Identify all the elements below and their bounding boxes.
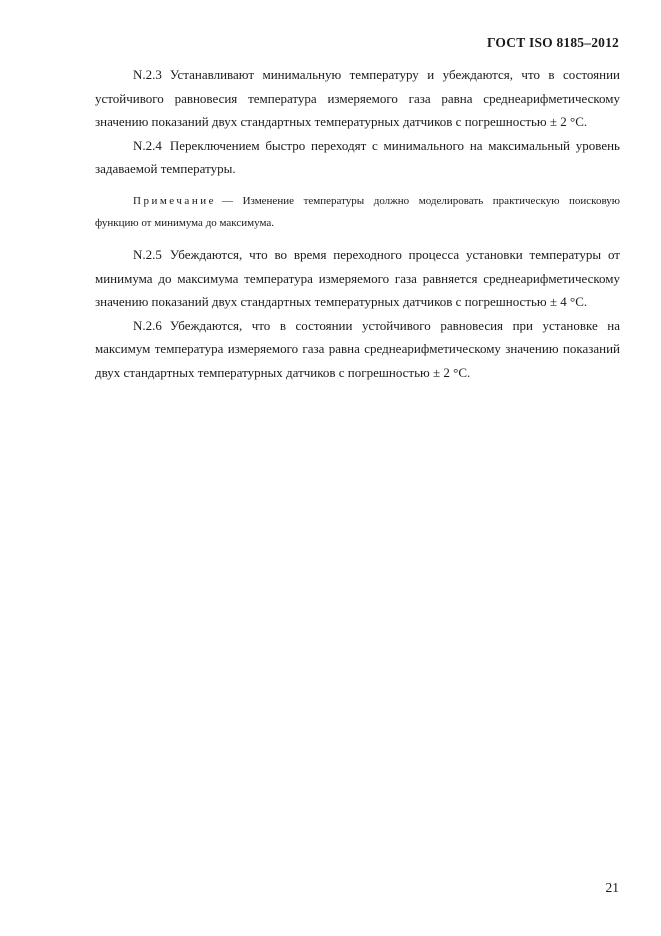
paragraph-n-2-3 [95, 63, 620, 134]
paragraph-text: Устанавливают минимальную температуру и убеждаются, что в состоянии устойчивого равновесия температура измеряемого газа равна среднеарифметическому значению показаний двух стандартных температурных датчиков с погрешностью ± 2 °С. [95, 67, 620, 130]
document-body [95, 63, 620, 385]
paragraph-text: Убеждаются, что в состоянии устойчивого равновесия при установке на максимум температура измеряемого газа равна среднеарифметическому значению показаний двух стандартных температурных датчиков с погрешностью ± 2 °С. [95, 317, 620, 380]
paragraph-number: N.2.3 [133, 67, 162, 82]
note-label: Примечание [133, 194, 216, 207]
paragraph-number: N.2.6 [133, 317, 162, 333]
note [95, 190, 620, 235]
document-header: ГОСТ ISO 8185–2012 [486, 35, 619, 50]
paragraph-n-2-4 [95, 134, 620, 181]
note-text: — Изменение температуры должно моделировать практическую поисковую функцию от минимума до максимума. [95, 194, 620, 230]
paragraph-n-2-5 [95, 243, 620, 314]
paragraph-text: Убеждаются, что во время переходного процесса установки температуры от минимума до максимума температура измеряемого газа равняется среднеарифметическому значению показаний двух стандартных температурных датчиков с погрешностью ± 4 °С. [95, 246, 620, 310]
paragraph-number: N.2.5 [133, 246, 162, 262]
paragraph-text: Переключением быстро переходят с минимального на максимальный уровень задаваемой температуры. [95, 137, 620, 177]
paragraph-number: N.2.4 [133, 137, 162, 153]
paragraph-n-2-6 [95, 314, 620, 385]
page-number: 21 [605, 880, 619, 895]
